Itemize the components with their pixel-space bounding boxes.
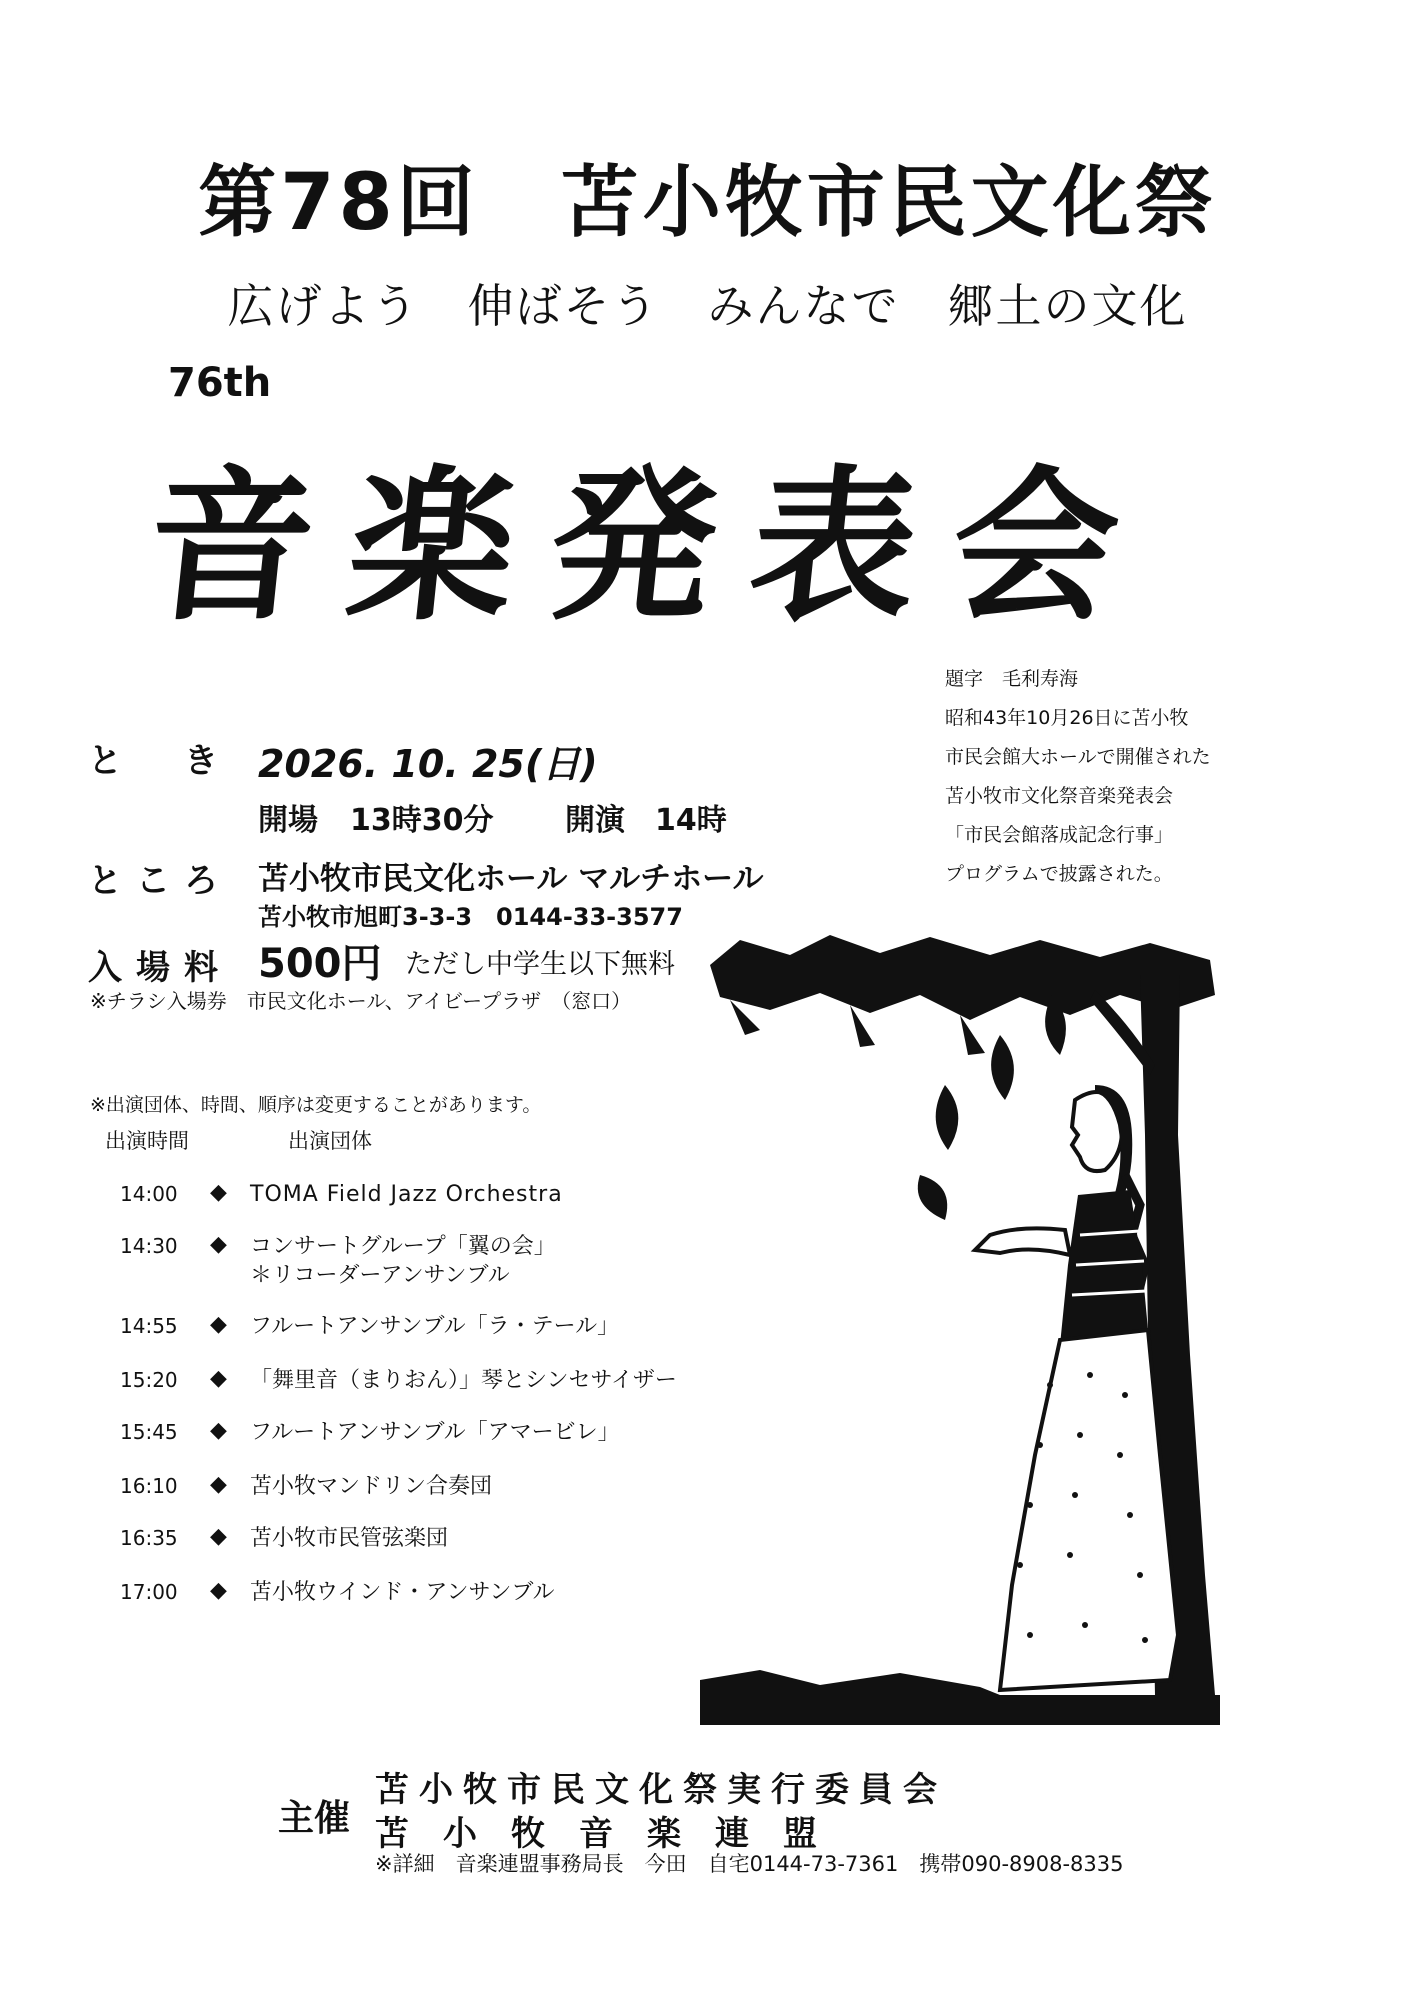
where-label: ところ — [88, 861, 232, 901]
schedule-change-note: ※出演団体、時間、順序は変更することがあります。 — [90, 1094, 542, 1116]
edition-label: 76th — [168, 360, 272, 406]
schedule-time: 17:00 — [120, 1580, 178, 1604]
schedule-group-name: 苫小牧市民管弦楽団 — [250, 1526, 449, 1551]
schedule-time: 14:30 — [120, 1234, 178, 1258]
organizer-name: 苫 小 牧 音 楽 連 盟 — [375, 1814, 817, 1854]
venue-name: 苫小牧市民文化ホール マルチホール — [258, 861, 764, 897]
schedule-time: 16:10 — [120, 1474, 178, 1498]
schedule-group-name: フルートアンサンブル「ラ・テール」 — [250, 1314, 620, 1339]
festival-title: 第78回 苫小牧市民文化祭 — [198, 158, 1217, 248]
concert-title: 音楽発表会 — [138, 449, 1164, 643]
slogan: 広げよう 伸ばそう みんなで 郷土の文化 — [227, 279, 1188, 333]
schedule-time: 16:35 — [120, 1526, 178, 1550]
woman-tree-illustration — [700, 935, 1220, 1725]
fee-note: ただし中学生以下無料 — [405, 949, 675, 980]
schedule-group-name: コンサートグループ「翼の会」 — [250, 1234, 556, 1259]
falling-leaf — [918, 1175, 947, 1220]
diamond-bullet-icon: ◆ — [210, 1232, 227, 1257]
schedule-col-group: 出演団体 — [288, 1129, 372, 1153]
calligraphy-note-line: 苫小牧市文化祭音楽発表会 — [945, 785, 1174, 807]
event-date: 2026. 10. 25(日) — [258, 742, 598, 786]
diamond-bullet-icon: ◆ — [210, 1578, 227, 1603]
ticket-note: ※チラシ入場券 市民文化ホール、アイビープラザ （窓口） — [90, 989, 632, 1013]
schedule-group-name: 苫小牧マンドリン合奏団 — [250, 1474, 493, 1499]
schedule-group-name: 苫小牧ウインド・アンサンブル — [250, 1580, 555, 1605]
schedule-group-name: フルートアンサンブル「アマービレ」 — [250, 1420, 620, 1445]
open-label: 開場 — [258, 803, 318, 838]
schedule-group-name: TOMA Field Jazz Orchestra — [250, 1182, 563, 1207]
calligraphy-note-line: 昭和43年10月26日に苫小牧 — [945, 707, 1189, 729]
woman-arm — [975, 1228, 1070, 1255]
start-time: 14時 — [655, 803, 727, 838]
diamond-bullet-icon: ◆ — [210, 1472, 227, 1497]
diamond-bullet-icon: ◆ — [210, 1312, 227, 1337]
schedule-time: 15:45 — [120, 1420, 178, 1444]
schedule-time: 14:00 — [120, 1182, 178, 1206]
organizer-label: 主催 — [278, 1798, 351, 1839]
tree-canopy — [710, 935, 1215, 1020]
woman-dress — [1000, 1330, 1178, 1690]
contact-info: ※詳細 音楽連盟事務局長 今田 自宅0144-73-7361 携帯090-8908-8335 — [375, 1852, 1124, 1876]
open-time: 13時30分 — [350, 803, 494, 838]
venue-address: 苫小牧市旭町3-3-3 0144-33-3577 — [258, 903, 683, 931]
calligraphy-note-line: 市民会館大ホールで開催された — [945, 746, 1211, 768]
schedule-time: 15:20 — [120, 1368, 178, 1392]
calligraphy-note-line: プログラムで披露された。 — [945, 863, 1173, 885]
diamond-bullet-icon: ◆ — [210, 1366, 227, 1391]
diamond-bullet-icon: ◆ — [210, 1418, 227, 1443]
calligraphy-note-line: 題字 毛利寿海 — [945, 668, 1079, 690]
fee-label: 入場料 — [88, 948, 232, 988]
when-label: と き — [88, 741, 232, 781]
diamond-bullet-icon: ◆ — [210, 1180, 227, 1205]
falling-leaf — [936, 1085, 959, 1150]
schedule-col-time: 出演時間 — [105, 1129, 189, 1153]
schedule-time: 14:55 — [120, 1314, 178, 1338]
fee-amount: 500円 — [258, 941, 382, 987]
calligraphy-note-line: 「市民会館落成記念行事」 — [945, 824, 1174, 846]
diamond-bullet-icon: ◆ — [210, 1524, 227, 1549]
schedule-group-name: 「舞里音（まりおん）」琴とシンセサイザー — [250, 1368, 677, 1393]
organizer-name: 苫小牧市民文化祭実行委員会 — [375, 1770, 947, 1810]
falling-leaf — [991, 1035, 1014, 1100]
start-label: 開演 — [565, 803, 625, 838]
calligraphy-note — [945, 660, 1245, 894]
schedule-group-subname: ＊リコーダーアンサンブル — [250, 1263, 510, 1288]
